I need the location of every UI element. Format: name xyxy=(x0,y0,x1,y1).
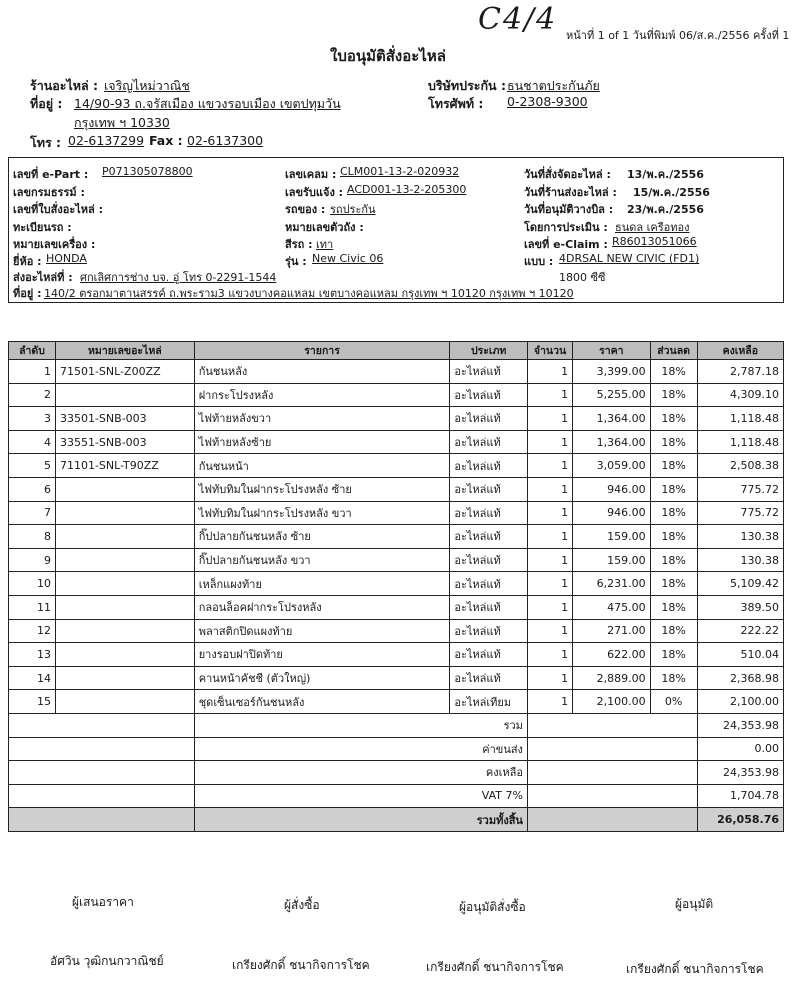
cell-discount: 18% xyxy=(650,595,697,619)
cell-price: 159.00 xyxy=(573,548,651,572)
cell-net: 5,109.42 xyxy=(697,572,783,596)
eclaim-value: R86013051066 xyxy=(612,235,697,248)
deliver-value: ศกเลิศการช่าง บจ. อู่ โทร 0-2291-1544 xyxy=(80,271,277,284)
cell-net: 775.72 xyxy=(697,501,783,525)
cell-type: อะไหล่แท้ xyxy=(450,383,528,407)
cell-description: ไฟท้ายหลังขวา xyxy=(194,407,450,431)
summary-row xyxy=(9,784,784,808)
col-header-net: คงเหลือ xyxy=(697,342,783,360)
grand-blank xyxy=(9,808,195,832)
parts-table xyxy=(8,341,784,832)
claim-label: เลขเคลม : xyxy=(285,168,337,181)
variant-label: แบบ : xyxy=(524,255,554,268)
cell-part-number xyxy=(55,643,194,667)
cell-part-number xyxy=(55,548,194,572)
cell-description: เหล็กแผงท้าย xyxy=(194,572,450,596)
cell-description: พลาสติกปิดแผงท้าย xyxy=(194,619,450,643)
col-header-no: ลำดับ xyxy=(9,342,56,360)
cell-part-number xyxy=(55,501,194,525)
cell-price: 1,364.00 xyxy=(573,430,651,454)
table-header-row xyxy=(9,342,784,360)
shop-name: เจริญไหม่วาณิช xyxy=(104,78,190,93)
cell-type: อะไหล่แท้ xyxy=(450,572,528,596)
cell-description: ฝากระโปรงหลัง xyxy=(194,383,450,407)
signature-name-2: เกรียงศักดิ์ ชนากิจการโชค xyxy=(232,958,370,972)
table-row xyxy=(9,572,784,596)
cell-net: 2,368.98 xyxy=(697,666,783,690)
cell-net: 2,508.38 xyxy=(697,454,783,478)
table-row xyxy=(9,501,784,525)
delivery-address-label: ที่อยู่ : xyxy=(13,287,42,300)
summary-row xyxy=(9,713,784,737)
variant-value-line1: 4DRSAL NEW CIVIC (FD1) xyxy=(559,252,700,265)
cell-net: 389.50 xyxy=(697,595,783,619)
summary-blank xyxy=(527,713,697,737)
summary-row xyxy=(9,761,784,785)
notify-value: ACD001-13-2-205300 xyxy=(347,183,467,196)
signature-role-4: ผู้อนุมัติ xyxy=(675,897,714,911)
cell-net: 2,100.00 xyxy=(697,690,783,714)
cell-price: 946.00 xyxy=(573,501,651,525)
summary-label: คงเหลือ xyxy=(194,761,527,785)
cell-no: 15 xyxy=(9,690,56,714)
table-row xyxy=(9,525,784,549)
cell-qty: 1 xyxy=(527,572,572,596)
cell-type: อะไหล่แท้ xyxy=(450,619,528,643)
cell-price: 3,399.00 xyxy=(573,360,651,384)
cell-description: ไฟทับทิมในฝากระโปรงหลัง ขวา xyxy=(194,501,450,525)
shop-phone: 02-6137299 xyxy=(68,133,145,148)
cell-type: อะไหล่เทียม xyxy=(450,690,528,714)
cell-no: 14 xyxy=(9,666,56,690)
signature-role-2: ผู้สั่งซื้อ xyxy=(284,898,320,912)
shop-address-line1: 14/90-93 ถ.จรัสเมือง แขวงรอบเมือง เขตปทุมวัน xyxy=(74,96,341,111)
grand-total-row xyxy=(9,808,784,832)
cell-description: กันชนหน้า xyxy=(194,454,450,478)
epart-label: เลขที่ e-Part : xyxy=(13,168,89,181)
cell-net: 2,787.18 xyxy=(697,360,783,384)
shop-name-label: ร้านอะไหล่ : xyxy=(30,78,99,93)
page-info: หน้าที่ 1 of 1 วันที่พิมพ์ 06/ส.ค./2556 ครั้งที่ 1 xyxy=(566,29,790,42)
cell-description: กิ๊ปปลายกันชนหลัง ขวา xyxy=(194,548,450,572)
cell-qty: 1 xyxy=(527,477,572,501)
cell-net: 1,118.48 xyxy=(697,407,783,431)
table-row xyxy=(9,430,784,454)
cell-net: 222.22 xyxy=(697,619,783,643)
ship-date-label: วันที่ร้านส่งอะไหล่ : xyxy=(524,186,617,199)
cell-discount: 18% xyxy=(650,548,697,572)
cell-part-number: 71101-SNL-T90ZZ xyxy=(55,454,194,478)
cell-qty: 1 xyxy=(527,690,572,714)
cell-part-number: 33551-SNB-003 xyxy=(55,430,194,454)
table-row xyxy=(9,595,784,619)
cell-discount: 18% xyxy=(650,525,697,549)
shop-address-label: ที่อยู่ : xyxy=(30,96,63,111)
assessor-label: โดยการประเมิน : xyxy=(524,221,608,234)
cell-type: อะไหล่แท้ xyxy=(450,595,528,619)
cell-qty: 1 xyxy=(527,595,572,619)
cell-net: 775.72 xyxy=(697,477,783,501)
cell-discount: 18% xyxy=(650,407,697,431)
signature-role-3: ผู้อนุมัติสั่งซื้อ xyxy=(459,900,526,914)
chassis-label: หมายเลขตัวถัง : xyxy=(285,221,364,234)
cell-type: อะไหล่แท้ xyxy=(450,501,528,525)
cell-discount: 18% xyxy=(650,619,697,643)
shop-address-line2: กรุงเทพ ฯ 10330 xyxy=(74,115,170,130)
cell-description: คานหน้าคัชชี (ตัวใหญ่) xyxy=(194,666,450,690)
cell-type: อะไหล่แท้ xyxy=(450,407,528,431)
assessor-value: ธนดล เครือทอง xyxy=(615,221,690,234)
table-row xyxy=(9,383,784,407)
summary-value: 0.00 xyxy=(697,737,783,761)
cell-no: 13 xyxy=(9,643,56,667)
cell-net: 510.04 xyxy=(697,643,783,667)
cell-description: ยางรอบฝาปิดท้าย xyxy=(194,643,450,667)
cell-qty: 1 xyxy=(527,548,572,572)
cell-discount: 18% xyxy=(650,501,697,525)
cell-price: 6,231.00 xyxy=(573,572,651,596)
signature-role-1: ผู้เสนอราคา xyxy=(72,895,134,909)
cell-price: 475.00 xyxy=(573,595,651,619)
cell-no: 1 xyxy=(9,360,56,384)
cell-no: 7 xyxy=(9,501,56,525)
notify-label: เลขรับแจ้ง : xyxy=(285,186,344,199)
cell-qty: 1 xyxy=(527,643,572,667)
brand-label: ยี่ห้อ : xyxy=(13,255,42,268)
cell-type: อะไหล่แท้ xyxy=(450,525,528,549)
policy-label: เลขกรมธรรม์ : xyxy=(13,186,85,199)
summary-value: 24,353.98 xyxy=(697,761,783,785)
cell-no: 3 xyxy=(9,407,56,431)
cell-type: อะไหล่แท้ xyxy=(450,548,528,572)
cell-discount: 18% xyxy=(650,383,697,407)
delivery-address-value: 140/2 ตรอกมาตานสรรค์ ถ.พระราม3 แขวงบางคอแหลม เขตบางคอแหลม กรุงเทพ ฯ 10120 กรุงเทพ ฯ 10120 xyxy=(44,287,574,300)
col-header-type: ประเภท xyxy=(450,342,528,360)
cell-no: 11 xyxy=(9,595,56,619)
brand-value: HONDA xyxy=(46,252,87,265)
cell-qty: 1 xyxy=(527,360,572,384)
cell-discount: 18% xyxy=(650,572,697,596)
cell-price: 2,889.00 xyxy=(573,666,651,690)
col-header-price: ราคา xyxy=(573,342,651,360)
cell-net: 130.38 xyxy=(697,525,783,549)
cell-price: 2,100.00 xyxy=(573,690,651,714)
insurer-name: ธนชาตประกันภัย xyxy=(507,78,600,93)
cell-discount: 18% xyxy=(650,430,697,454)
order-date-value: 13/พ.ค./2556 xyxy=(627,168,704,181)
claim-value: CLM001-13-2-020932 xyxy=(340,165,460,178)
cell-price: 5,255.00 xyxy=(573,383,651,407)
col-header-desc: รายการ xyxy=(194,342,450,360)
summary-blank xyxy=(9,713,195,737)
cell-no: 12 xyxy=(9,619,56,643)
shop-phone-label: โทร : xyxy=(30,135,62,150)
cell-part-number: 71501-SNL-Z00ZZ xyxy=(55,360,194,384)
cell-no: 4 xyxy=(9,430,56,454)
cell-qty: 1 xyxy=(527,454,572,478)
order-date-label: วันที่สั่งจัดอะไหล่ : xyxy=(524,168,611,181)
summary-blank xyxy=(527,761,697,785)
deliver-label: ส่งอะไหล่ที่ : xyxy=(13,271,73,284)
table-row xyxy=(9,360,784,384)
cell-description: ชุดเซ็นเซอร์กันชนหลัง xyxy=(194,690,450,714)
car-type-value: รถประกัน xyxy=(330,203,376,216)
table-row xyxy=(9,619,784,643)
cell-type: อะไหล่แท้ xyxy=(450,360,528,384)
cell-type: อะไหล่แท้ xyxy=(450,454,528,478)
signature-name-3: เกรียงศักดิ์ ชนากิจการโชค xyxy=(426,960,564,974)
cell-description: กลอนล็อคฝากระโปรงหลัง xyxy=(194,595,450,619)
summary-label: รวม xyxy=(194,713,527,737)
shop-fax-label: Fax : xyxy=(149,133,183,148)
cell-description: กันชนหลัง xyxy=(194,360,450,384)
cell-qty: 1 xyxy=(527,501,572,525)
cell-description: กิ๊ปปลายกันชนหลัง ซ้าย xyxy=(194,525,450,549)
ship-date-value: 15/พ.ค./2556 xyxy=(633,186,710,199)
color-label: สีรถ : xyxy=(285,238,313,251)
cell-price: 3,059.00 xyxy=(573,454,651,478)
cell-qty: 1 xyxy=(527,407,572,431)
cell-discount: 18% xyxy=(650,666,697,690)
model-label: รุ่น : xyxy=(285,255,307,268)
cell-type: อะไหล่แท้ xyxy=(450,643,528,667)
plate-label: ทะเบียนรถ : xyxy=(13,221,72,234)
cell-part-number xyxy=(55,572,194,596)
cell-part-number: 33501-SNB-003 xyxy=(55,407,194,431)
cell-discount: 18% xyxy=(650,454,697,478)
summary-blank xyxy=(527,784,697,808)
cell-qty: 1 xyxy=(527,619,572,643)
summary-blank xyxy=(9,784,195,808)
col-header-qty: จำนวน xyxy=(527,342,572,360)
order-no-label: เลขที่ใบสั่งอะไหล่ : xyxy=(13,203,103,216)
engine-label: หมายเลขเครื่อง : xyxy=(13,238,96,251)
table-row xyxy=(9,477,784,501)
table-row xyxy=(9,690,784,714)
insurer-phone: 0-2308-9300 xyxy=(507,94,588,109)
table-row xyxy=(9,407,784,431)
cell-price: 622.00 xyxy=(573,643,651,667)
table-row xyxy=(9,454,784,478)
cell-type: อะไหล่แท้ xyxy=(450,666,528,690)
summary-row xyxy=(9,737,784,761)
summary-value: 24,353.98 xyxy=(697,713,783,737)
summary-value: 1,704.78 xyxy=(697,784,783,808)
cell-part-number xyxy=(55,666,194,690)
cell-part-number xyxy=(55,595,194,619)
grand-total-label: รวมทั้งสิ้น xyxy=(194,808,527,832)
summary-label: ค่าขนส่ง xyxy=(194,737,527,761)
cell-no: 10 xyxy=(9,572,56,596)
cell-discount: 18% xyxy=(650,643,697,667)
cell-qty: 1 xyxy=(527,666,572,690)
cell-price: 1,364.00 xyxy=(573,407,651,431)
summary-blank xyxy=(9,761,195,785)
summary-blank xyxy=(9,737,195,761)
col-header-part: หมายเลขอะไหล่ xyxy=(55,342,194,360)
cell-part-number xyxy=(55,619,194,643)
cell-part-number xyxy=(55,525,194,549)
summary-blank xyxy=(527,737,697,761)
summary-label: VAT 7% xyxy=(194,784,527,808)
cell-discount: 18% xyxy=(650,477,697,501)
bill-date-label: วันที่อนุมัติวางบิล : xyxy=(524,203,614,216)
eclaim-label: เลขที่ e-Claim : xyxy=(524,238,608,251)
grand-blank xyxy=(527,808,697,832)
cell-price: 946.00 xyxy=(573,477,651,501)
table-row xyxy=(9,548,784,572)
signature-name-4: เกรียงศักดิ์ ชนากิจการโชค xyxy=(626,962,764,976)
page-title: ใบอนุมัติสั่งอะไหล่ xyxy=(330,47,446,65)
signature-name-1: อัศวิน วุฒิกนกวาณิชย์ xyxy=(50,954,164,968)
cell-net: 4,309.10 xyxy=(697,383,783,407)
cell-no: 8 xyxy=(9,525,56,549)
cell-type: อะไหล่แท้ xyxy=(450,430,528,454)
cell-qty: 1 xyxy=(527,525,572,549)
cell-price: 271.00 xyxy=(573,619,651,643)
insurer-phone-label: โทรศัพท์ : xyxy=(428,96,484,111)
grand-total-value: 26,058.76 xyxy=(697,808,783,832)
cell-no: 2 xyxy=(9,383,56,407)
color-value: เทา xyxy=(316,238,334,251)
cell-part-number xyxy=(55,690,194,714)
cell-no: 6 xyxy=(9,477,56,501)
car-type-label: รถของ : xyxy=(285,203,326,216)
table-row xyxy=(9,666,784,690)
cell-qty: 1 xyxy=(527,383,572,407)
insurer-label: บริษัทประกัน : xyxy=(428,78,506,93)
variant-value-line2: 1800 ซีซี xyxy=(559,271,606,284)
cell-net: 130.38 xyxy=(697,548,783,572)
epart-value: P071305078800 xyxy=(102,165,193,178)
cell-part-number xyxy=(55,477,194,501)
cell-price: 159.00 xyxy=(573,525,651,549)
cell-qty: 1 xyxy=(527,430,572,454)
cell-no: 9 xyxy=(9,548,56,572)
cell-no: 5 xyxy=(9,454,56,478)
table-row xyxy=(9,643,784,667)
shop-fax: 02-6137300 xyxy=(187,133,264,148)
cell-description: ไฟท้ายหลังซ้าย xyxy=(194,430,450,454)
cell-part-number xyxy=(55,383,194,407)
cell-discount: 18% xyxy=(650,360,697,384)
cell-type: อะไหล่แท้ xyxy=(450,477,528,501)
cell-description: ไฟทับทิมในฝากระโปรงหลัง ซ้าย xyxy=(194,477,450,501)
cell-net: 1,118.48 xyxy=(697,430,783,454)
col-header-discount: ส่วนลด xyxy=(650,342,697,360)
cell-discount: 0% xyxy=(650,690,697,714)
bill-date-value: 23/พ.ค./2556 xyxy=(627,203,704,216)
handwritten-note: C4/4 xyxy=(478,2,558,37)
model-value: New Civic 06 xyxy=(312,252,384,265)
